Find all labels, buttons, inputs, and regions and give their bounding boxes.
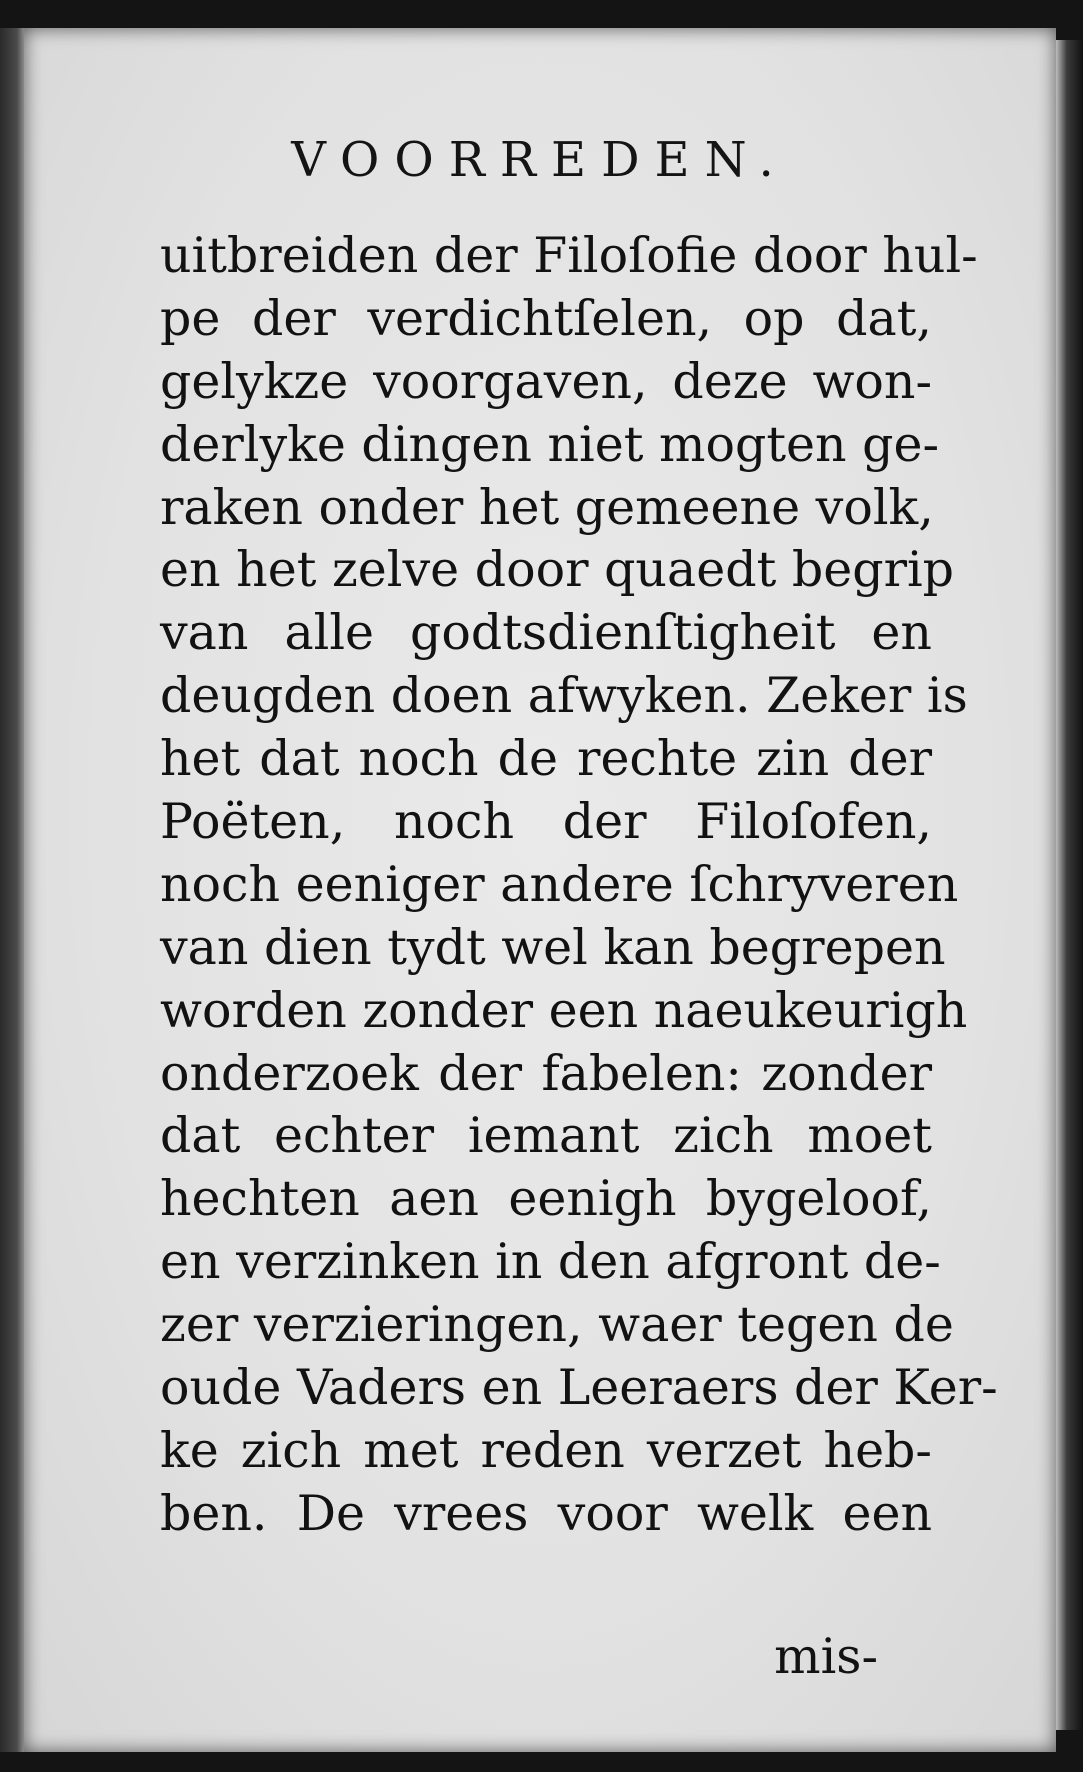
text-line: uitbreiden der Filoſofie door hul- [160, 227, 978, 284]
text-line: het dat noch de rechte zin der [160, 730, 932, 788]
text-line: van alle godtsdienſtigheit en [160, 604, 932, 662]
text-line: zer verzieringen, waer tegen de [160, 1296, 954, 1354]
text-line: worden zonder een naeukeurigh [160, 981, 968, 1039]
page-body-text [160, 225, 998, 1546]
text-line: pe der verdichtſelen, op dat, [160, 289, 932, 347]
book-binding-edge [0, 28, 24, 1752]
running-header: VOORREDEN. [291, 132, 789, 188]
text-line: oude Vaders en Leeraers der Ker- [160, 1359, 998, 1417]
text-line: gelykze voorgaven, deze won- [160, 352, 932, 410]
catchword: mis- [774, 1628, 878, 1685]
text-line: van dien tydt wel kan begrepen [160, 918, 946, 976]
text-line: ben. De vrees voor welk een [160, 1484, 932, 1542]
text-line: hechten aen eenigh bygeloof, [160, 1170, 932, 1228]
text-line: deugden doen afwyken. Zeker is [160, 667, 968, 725]
text-line: en verzinken in den afgront de- [160, 1233, 941, 1291]
text-line: onderzoek der fabelen: zonder [160, 1044, 932, 1102]
text-line: noch eeniger andere ſchryveren [160, 855, 959, 913]
text-line: en het zelve door quaedt begrip [160, 541, 955, 599]
text-line: ke zich met reden verzet heb- [160, 1421, 932, 1479]
text-line: Poëten, noch der Filoſofen, [160, 793, 932, 851]
text-line: derlyke dingen niet mogten ge- [160, 415, 940, 473]
book-fore-edge [1056, 40, 1083, 1730]
text-line: dat echter iemant zich moet [160, 1107, 932, 1165]
book-page [24, 28, 1056, 1752]
text-line: raken onder het gemeene volk, [160, 478, 934, 536]
